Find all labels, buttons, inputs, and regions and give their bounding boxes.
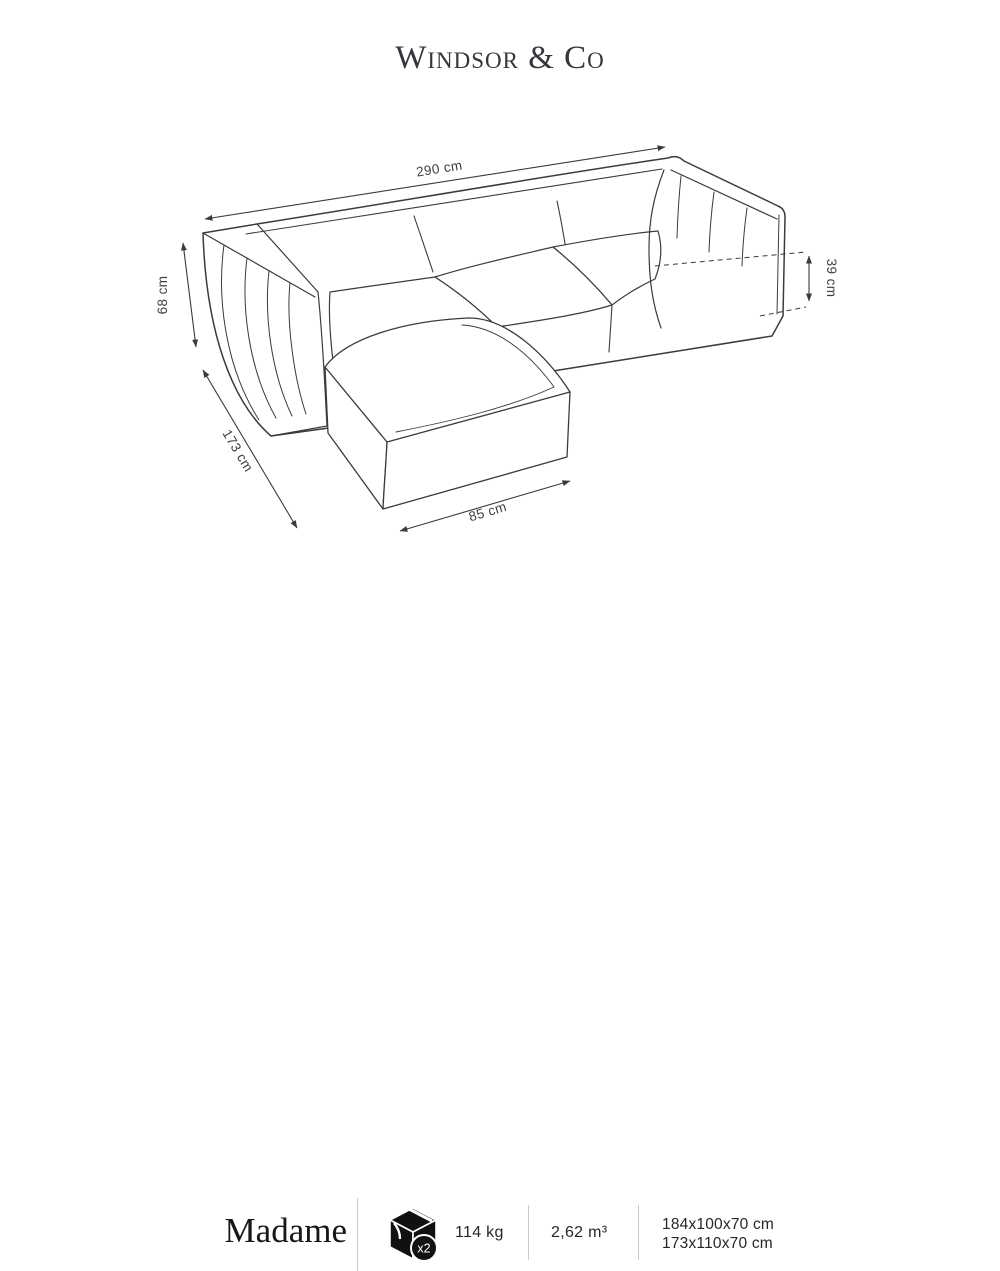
product-info-bar xyxy=(0,596,1000,1256)
package-box-dimensions xyxy=(662,1215,774,1253)
dimension-total-height xyxy=(155,243,196,347)
package-weight: 114 kg xyxy=(455,1224,504,1241)
brand-logo: Windsor & Co xyxy=(395,40,605,76)
dimension-seat-height-label: 39 cm xyxy=(824,258,839,298)
dimension-total-depth-label: 173 cm xyxy=(219,426,257,475)
divider xyxy=(528,1205,529,1260)
dimension-ottoman-width-label: 85 cm xyxy=(467,498,509,525)
dimension-total-height-label: 68 cm xyxy=(155,275,170,315)
package-count-badge-label: x2 xyxy=(417,1241,431,1256)
box-dimension-line: 184x100x70 cm xyxy=(662,1216,775,1233)
package-box-icon xyxy=(385,1204,441,1264)
sofa-drawing xyxy=(203,157,785,509)
dimension-total-width-label: 290 cm xyxy=(415,157,464,180)
box-dimension-line: 173x110x70 cm xyxy=(662,1235,773,1252)
product-name: Madame xyxy=(224,1211,347,1250)
package-volume: 2,62 m³ xyxy=(551,1224,608,1241)
divider xyxy=(357,1198,358,1271)
divider xyxy=(638,1205,639,1260)
